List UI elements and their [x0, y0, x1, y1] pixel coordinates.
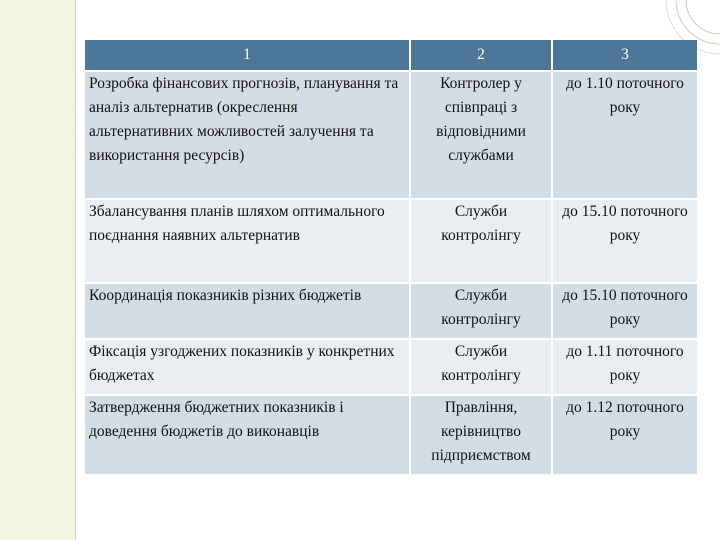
responsible-cell: Служби контролінгу — [410, 283, 552, 339]
header-col-3: 3 — [552, 40, 697, 71]
responsible-cell: Контролер у співпраці з відповідними службами — [410, 71, 552, 199]
responsible-cell: Правління, керівництво підприємством — [410, 395, 552, 475]
deadline-cell: до 1.11 поточного року — [552, 339, 697, 395]
side-panel-border — [75, 0, 76, 540]
side-panel — [0, 0, 75, 540]
header-col-1: 1 — [85, 40, 410, 71]
deadline-cell: до 15.10 поточного року — [552, 199, 697, 283]
task-cell: Координація показників різних бюджетів — [85, 283, 410, 339]
task-cell: Збалансування планів шляхом оптимального поєднання наявних альтернатив — [85, 199, 410, 283]
table-row — [85, 71, 697, 199]
task-cell: Затвердження бюджетних показників і доведення бюджетів до виконавців — [85, 395, 410, 475]
table-row — [85, 395, 697, 475]
deadline-cell: до 1.12 поточного року — [552, 395, 697, 475]
header-col-2: 2 — [410, 40, 552, 71]
responsible-cell: Служби контролінгу — [410, 199, 552, 283]
deadline-cell: до 15.10 поточного року — [552, 283, 697, 339]
task-cell: Розробка фінансових прогнозів, планування та аналіз альтернатив (окреслення альтернативних можливостей залучення та використання ресурсів) — [85, 71, 410, 199]
table-row — [85, 199, 697, 283]
task-cell: Фіксація узгоджених показників у конкретних бюджетах — [85, 339, 410, 395]
table-header-row — [85, 40, 697, 71]
responsible-cell: Служби контролінгу — [410, 339, 552, 395]
deadline-cell: до 1.10 поточного року — [552, 71, 697, 199]
budget-schedule-table — [85, 40, 697, 476]
table-row — [85, 339, 697, 395]
table-row — [85, 283, 697, 339]
